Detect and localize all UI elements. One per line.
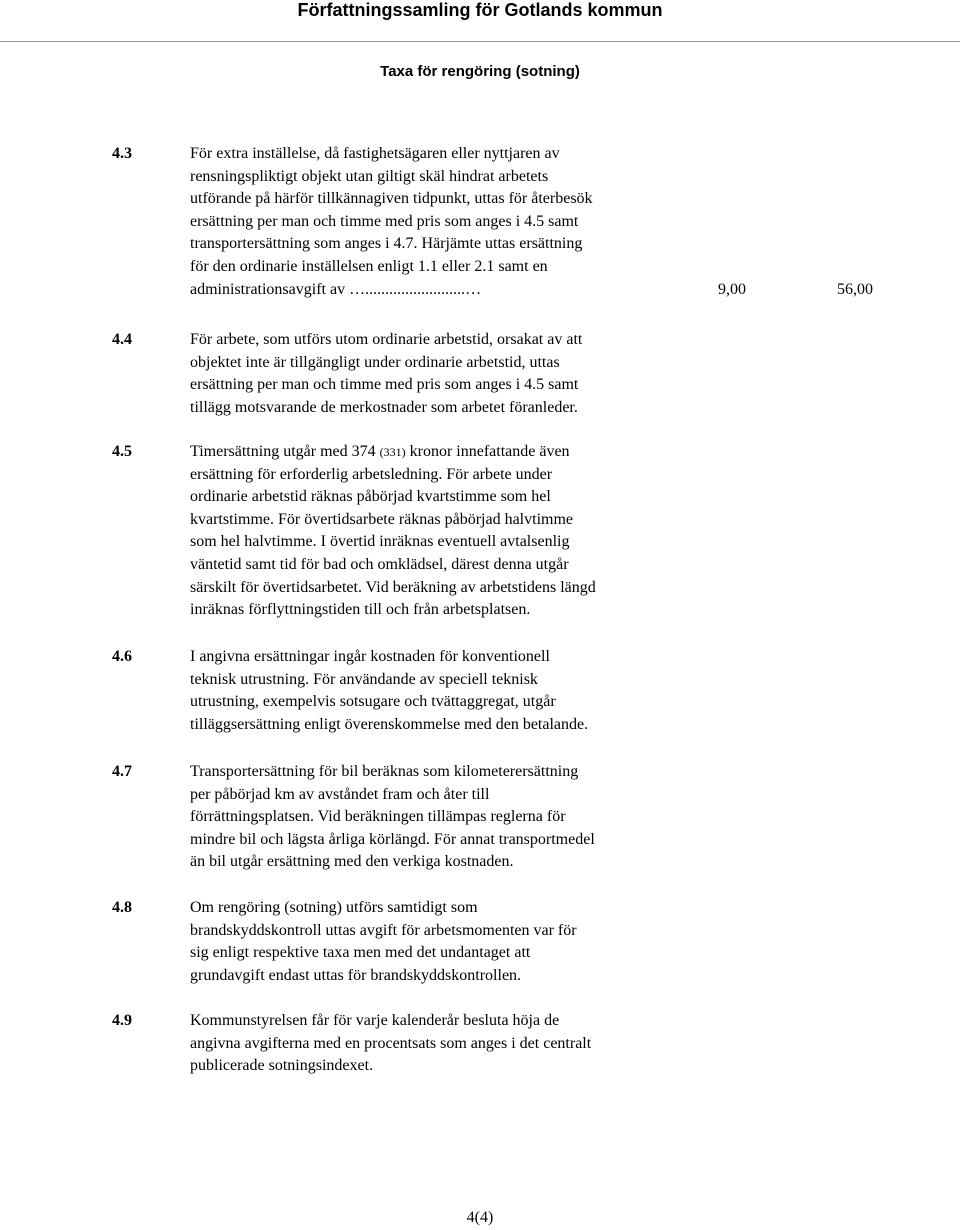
text-line: tilläggsersättning enligt överenskommelse med den betalande.: [190, 715, 589, 733]
text-line: brandskyddskontroll uttas avgift för arbetsmomenten var för: [190, 921, 577, 939]
section-text: [190, 143, 593, 301]
text-line: än bil utgår ersättning med den verkiga kostnaden.: [190, 853, 514, 871]
section-text: [190, 329, 582, 419]
text-line: utförande på härför tillkännagiven tidpunkt, uttas för återbesök: [190, 190, 593, 208]
section-number: 4.8: [112, 899, 132, 916]
page-number: 4(4): [466, 1209, 494, 1226]
section-number: 4.7: [112, 763, 132, 780]
text-line: utrustning, exempelvis sotsugare och tvättaggregat, utgår: [190, 693, 556, 711]
collection-title: Författningssamling för Gotlands kommun: [297, 0, 663, 20]
text-line: kvartstimme. För övertidsarbete räknas påbörjad halvtimme: [190, 510, 573, 528]
text-line: administrationsavgift av ….........................…: [190, 280, 482, 298]
section-number: 4.6: [112, 648, 132, 665]
text-line: angivna avgifterna med en procentsats som anges i det centralt: [190, 1034, 592, 1052]
text-line: för den ordinarie inställelsen enligt 1.1 eller 2.1 samt en: [190, 257, 548, 275]
text-line: I angivna ersättningar ingår kostnaden för konventionell: [190, 648, 550, 665]
document-title: Taxa för rengöring (sotning): [380, 63, 580, 80]
section-text: [190, 441, 596, 622]
section-number: 4.9: [112, 1012, 132, 1029]
text-line: som hel halvtimme. I övertid inräknas eventuell avtalsenlig: [190, 533, 570, 551]
text-line: ersättning per man och timme med pris som anges i 4.5 samt: [190, 376, 579, 394]
text-fragment: kronor innefattande även: [405, 443, 570, 460]
text-line: väntetid samt tid för bad och omklädsel, därest denna utgår: [190, 555, 569, 573]
text-line: objektet inte är tillgängligt under ordinarie arbetstid, uttas: [190, 353, 560, 371]
text-fragment: Timersättning utgår med 374: [190, 443, 380, 460]
section-number: 4.3: [112, 145, 132, 162]
text-line: särskilt för övertidsarbetet. Vid beräkning av arbetstidens längd: [190, 578, 596, 596]
text-line: Om rengöring (sotning) utförs samtidigt som: [190, 899, 478, 916]
text-line: rensningspliktigt objekt utan giltigt skäl hindrat arbetets: [190, 167, 549, 185]
text-line: För arbete, som utförs utom ordinarie arbetstid, orsakat av att: [190, 331, 583, 348]
text-line: ersättning per man och timme med pris som anges i 4.5 samt: [190, 212, 579, 230]
text-line: [190, 441, 596, 464]
section-number: 4.4: [112, 331, 132, 348]
text-line: Kommunstyrelsen får för varje kalenderår besluta höja de: [190, 1012, 560, 1029]
text-line: inräknas förflyttningstiden till och från arbetsplatsen.: [190, 601, 531, 619]
text-line: ordinarie arbetstid räknas påbörjad kvartstimme som hel: [190, 488, 551, 506]
text-line: transportersättning som anges i 4.7. Härjämte uttas ersättning: [190, 235, 583, 253]
text-line: Transportersättning för bil beräknas som kilometerersättning: [190, 763, 579, 780]
section-text: [190, 761, 595, 874]
previous-price: (331): [379, 445, 406, 459]
text-line: tillägg motsvarande de merkostnader som arbetet föranleder.: [190, 398, 578, 416]
section-number: 4.5: [112, 443, 132, 460]
text-line: mindre bil och lägsta årliga körlängd. För annat transportmedel: [190, 830, 595, 848]
text-line: publicerade sotningsindexet.: [190, 1057, 374, 1075]
text-line: förrättningsplatsen. Vid beräkningen tillämpas reglerna för: [190, 808, 566, 826]
section-text: [190, 646, 588, 736]
text-line: ersättning för erforderlig arbetsledning. För arbete under: [190, 465, 553, 483]
text-line: grundavgift endast uttas för brandskyddskontrollen.: [190, 966, 522, 984]
section-text: [190, 1010, 591, 1078]
amount-value-1: 9,00: [718, 280, 746, 298]
text-line: För extra inställelse, då fastighetsägaren eller nyttjaren av: [190, 145, 560, 162]
amount-value-2: 56,00: [837, 280, 873, 298]
text-line: sig enligt respektive taxa men med det undantaget att: [190, 944, 531, 962]
section-text: [190, 897, 577, 987]
text-line: per påbörjad km av avståndet fram och åter till: [190, 785, 490, 803]
header-divider: [0, 41, 960, 42]
text-line: teknisk utrustning. För användande av speciell teknisk: [190, 670, 538, 688]
